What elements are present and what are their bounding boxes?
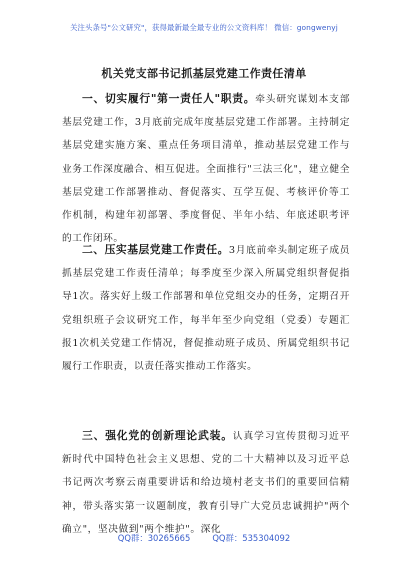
section-paragraph (62, 424, 350, 541)
section-heading: 二、压实基层党建工作责任。 (82, 243, 229, 256)
section-3 (62, 424, 350, 541)
section-paragraph (62, 238, 350, 378)
section-heading: 三、强化党的创新理论武装。 (82, 429, 233, 442)
section-2 (62, 238, 350, 378)
footer-qq-group-1: QQ群：30265665 (117, 533, 191, 543)
document-title: 机关党支部书记抓基层党建工作责任清单 (101, 67, 307, 80)
footer-qq-group-2: QQ群：535304092 (212, 533, 291, 543)
footer (0, 532, 408, 544)
header-banner: 关注头条号"公文研究"，获得最新最全最专业的公文资料库！ 微信：gongwenyj (70, 23, 338, 32)
section-heading: 一、切实履行"第一责任人"职责。 (82, 92, 256, 105)
section-1 (62, 87, 350, 250)
section-body: 牵头研究谋划本支部基层党建工作，3月底前完成年度基层党建工作部署。主持制定基层党建实施方案、重点任务项目清单，推动基层党建工作与业务工作深度融合、相互促进。全面推行"三法三化"，建立健全基层党建工作部署推动、督促落实、互学互促、考核评价等工作机制，构建年初部署、季度督促、半年小结、年底述职考评的工作闭环。 (62, 94, 350, 245)
section-body: 3月底前牵头制定班子成员抓基层党建工作责任清单；每季度至少深入所属党组织督促指导1次。落实好上级工作部署和单位党组交办的任务，定期召开党组织班子会议研究工作，每半年至少向党组（党委）专题汇报1次机关党建工作情况，督促推动班子成员、所属党组织书记履行工作职责，以责任落实推动工作落实。 (62, 245, 350, 373)
section-paragraph (62, 87, 350, 250)
section-body: 认真学习宣传贯彻习近平新时代中国特色社会主义思想、党的二十大精神以及习近平总书记两次考察云南重要讲话和给边境村老支书们的重要回信精神，带头落实第一议题制度，教育引导广大党员忠诚拥护"两个确立"，坚决做到"两个维护"。深化 (62, 431, 350, 535)
